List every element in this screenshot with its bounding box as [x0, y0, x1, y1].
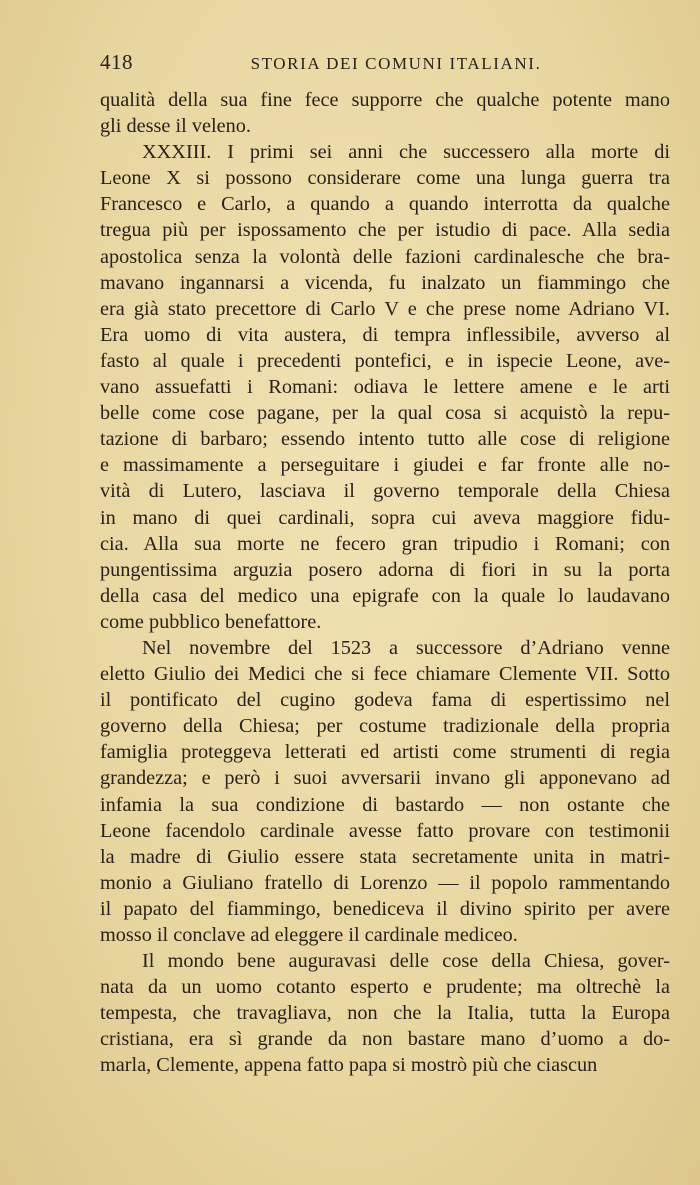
text-line: tazione di barbaro; essendo intento tutto alle cose di religione: [100, 428, 670, 451]
text-line: come pubblico benefattore.: [100, 610, 322, 633]
text-line: della casa del medico una epigrafe con la quale lo laudavano: [100, 584, 670, 607]
text-line: in mano di quei cardinali, sopra cui aveva maggiore fidu-: [100, 506, 670, 529]
text-line: qualità della sua fine fece supporre che qualche potente mano: [100, 89, 670, 111]
text-line: gli desse il veleno.: [100, 115, 251, 138]
text-line: Nel novembre del 1523 a successore d’Adriano venne: [142, 636, 670, 659]
text-line: governo della Chiesa; per costume tradizionale della propria: [100, 715, 670, 738]
text-line: il papato del fiammingo, benediceva il divino spirito per avere: [100, 897, 670, 920]
page-number: 418: [100, 50, 133, 74]
text-line: vano assuefatti i Romani: odiava le lettere amene e le arti: [100, 376, 670, 399]
text-line: Leone facendolo cardinale avesse fatto provare con testimonii: [100, 819, 670, 842]
text-line: tempesta, che travagliava, non che la Italia, tutta la Europa: [100, 1002, 670, 1025]
body-text: [100, 87, 670, 1079]
page-header: [100, 50, 672, 80]
text-line: eletto Giulio dei Medici che si fece chiamare Clemente VII. Sotto: [100, 663, 670, 686]
running-title: STORIA DEI COMUNI ITALIANI.: [250, 54, 542, 73]
text-line: famiglia proteggeva letterati ed artisti come strumenti di regia: [100, 741, 670, 764]
text-line: nata da un uomo cotanto esperto e prudente; ma oltrechè la: [100, 976, 670, 999]
paragraph: [100, 139, 670, 635]
text-line: infamia la sua condizione di bastardo — non ostante che: [100, 793, 670, 816]
text-line: mosso il conclave ad eleggere il cardinale mediceo.: [100, 924, 518, 946]
text-line: era già stato precettore di Carlo V e che prese nome Adriano VI.: [100, 297, 670, 320]
text-line: cia. Alla sua morte ne fecero gran tripudio i Romani; con: [100, 532, 670, 555]
text-line: Era uomo di vita austera, di tempra inflessibile, avverso al: [100, 323, 670, 346]
text-line: il pontificato del cugino godeva fama di espertissimo nel: [100, 689, 670, 712]
text-line: Il mondo bene auguravasi delle cose della Chiesa, gover-: [142, 950, 670, 973]
text-line: fasto al quale i precedenti pontefici, e in ispecie Leone, ave-: [100, 349, 670, 372]
text-line: belle come cose pagane, per la qual cosa si acquistò la repu-: [100, 402, 670, 425]
text-line: vità di Lutero, lasciava il governo temporale della Chiesa: [100, 480, 670, 503]
text-line: marla, Clemente, appena fatto papa si mostrò più che ciascun: [100, 1054, 598, 1077]
text-line: e massimamente a perseguitare i giudei e far fronte alle no-: [100, 454, 670, 477]
paragraph: [100, 948, 670, 1078]
text-line: Leone X si possono considerare come una lunga guerra tra: [100, 167, 670, 190]
text-line: mavano ingannarsi a vicenda, fu inalzato un fiammingo che: [100, 271, 670, 294]
text-line: Francesco e Carlo, a quando a quando interrotta da qualche: [100, 193, 670, 216]
text-line: monio a Giuliano fratello di Lorenzo — il popolo rammentando: [100, 871, 670, 894]
text-line: tregua più per ispossamento che per istudio di pace. Alla sedia: [100, 219, 670, 242]
paragraph: [100, 635, 670, 948]
text-line: apostolica senza la volontà delle fazioni cardinalesche che bra-: [100, 245, 670, 268]
text-line: grandezza; e però i suoi avversarii invano gli apponevano ad: [100, 767, 670, 790]
text-line: pungentissima arguzia posero adorna di fiori in su la porta: [100, 558, 670, 581]
text-line: XXXIII. I primi sei anni che successero alla morte di: [142, 141, 670, 164]
text-line: la madre di Giulio essere stata secretamente unita in matri-: [100, 845, 670, 868]
text-line: cristiana, era sì grande da non bastare mano d’uomo a do-: [100, 1028, 670, 1051]
paragraph: [100, 87, 670, 139]
